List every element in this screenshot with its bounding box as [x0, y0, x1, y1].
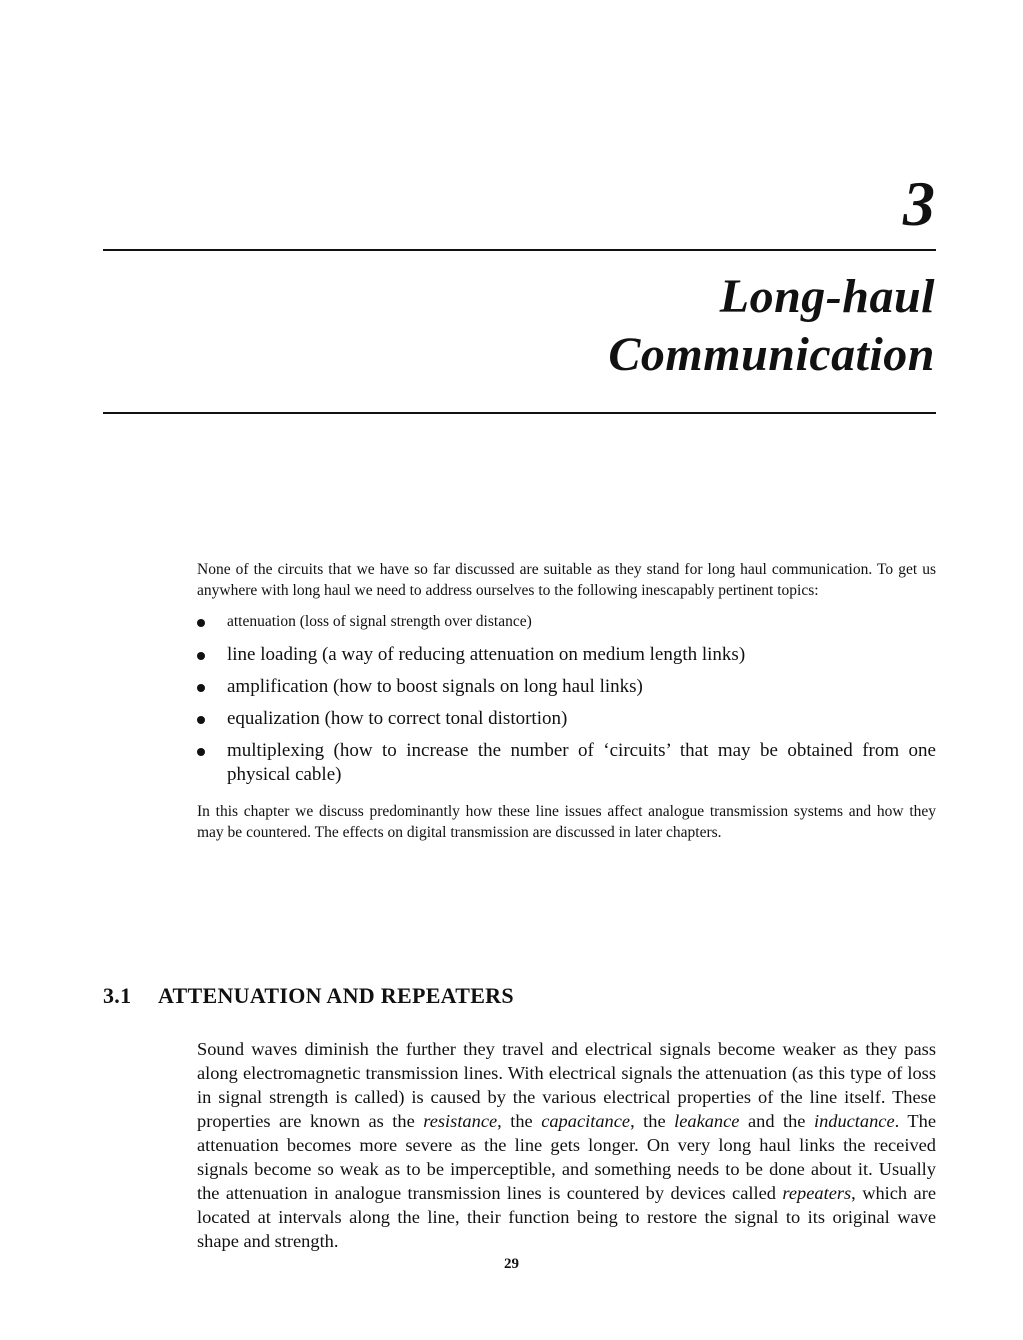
- bottom-rule: [103, 412, 936, 414]
- body-text-segment: . The attenuation becomes more severe as the line gets longer. On very long haul links the received signals become so weak as to be imperceptible, and something needs to be done about it. Usually the attenuation in analogue transmission lines is countered by devices called: [197, 1111, 936, 1203]
- term-leakance: leakance: [674, 1111, 740, 1131]
- body-text-segment: , which are located at intervals along the line, their function being to restore the signal to its original wave shape and strength.: [197, 1183, 937, 1251]
- section-heading: [103, 983, 514, 1009]
- section-number: 3.1: [103, 983, 132, 1008]
- chapter-title: [235, 268, 935, 384]
- chapter-title-line2: Communication: [608, 328, 935, 381]
- chapter-introduction: [197, 559, 936, 843]
- bullet-icon: [197, 716, 205, 724]
- topic-text: multiplexing (how to increase the number of ‘circuits’ that may be obtained from one physical cable): [227, 740, 936, 785]
- top-rule: [103, 249, 936, 251]
- topic-text: amplification (how to boost signals on long haul links): [227, 676, 643, 697]
- list-item: [197, 675, 936, 699]
- list-item: [197, 707, 936, 731]
- topics-list: [197, 611, 936, 787]
- bullet-icon: [197, 652, 205, 660]
- bullet-icon: [197, 748, 205, 756]
- list-item: [197, 611, 936, 633]
- topic-text: line loading (a way of reducing attenuation on medium length links): [227, 644, 746, 665]
- term-repeaters: repeaters: [782, 1183, 852, 1203]
- intro-closing-paragraph: In this chapter we discuss predominantly how these line issues affect analogue transmission systems and how they may be countered. The effects on digital transmission are discussed in later chapters.: [197, 803, 936, 841]
- chapter-number: 3: [903, 168, 935, 239]
- list-item: [197, 739, 936, 787]
- list-item: [197, 643, 936, 667]
- term-inductance: inductance: [813, 1111, 895, 1131]
- topic-text: equalization (how to correct tonal distortion): [227, 708, 568, 729]
- bullet-icon: [197, 619, 205, 627]
- chapter-title-line1: Long-haul: [719, 270, 935, 323]
- section-body-paragraph: [197, 1037, 936, 1253]
- bullet-icon: [197, 684, 205, 692]
- body-text-segment: Sound waves diminish the further they travel and electrical signals become weaker as they pass along electromagnetic transmission lines. With electrical signals the attenuation (as this type of loss in signal strength is called) is caused by the various electrical properties of the line itself. These properties are known as the: [197, 1039, 936, 1131]
- body-separator: , the: [497, 1111, 542, 1131]
- term-resistance: resistance: [423, 1111, 498, 1131]
- page-number: 29: [504, 1256, 519, 1272]
- term-capacitance: capacitance: [541, 1111, 631, 1131]
- section-title: ATTENUATION AND REPEATERS: [158, 983, 514, 1008]
- body-separator: and the: [739, 1111, 814, 1131]
- topic-text: attenuation (loss of signal strength over distance): [227, 613, 532, 630]
- intro-paragraph: None of the circuits that we have so far discussed are suitable as they stand for long haul communication. To get us anywhere with long haul we need to address ourselves to the following inescapably pertinent topics:: [197, 561, 936, 599]
- body-separator: , the: [630, 1111, 675, 1131]
